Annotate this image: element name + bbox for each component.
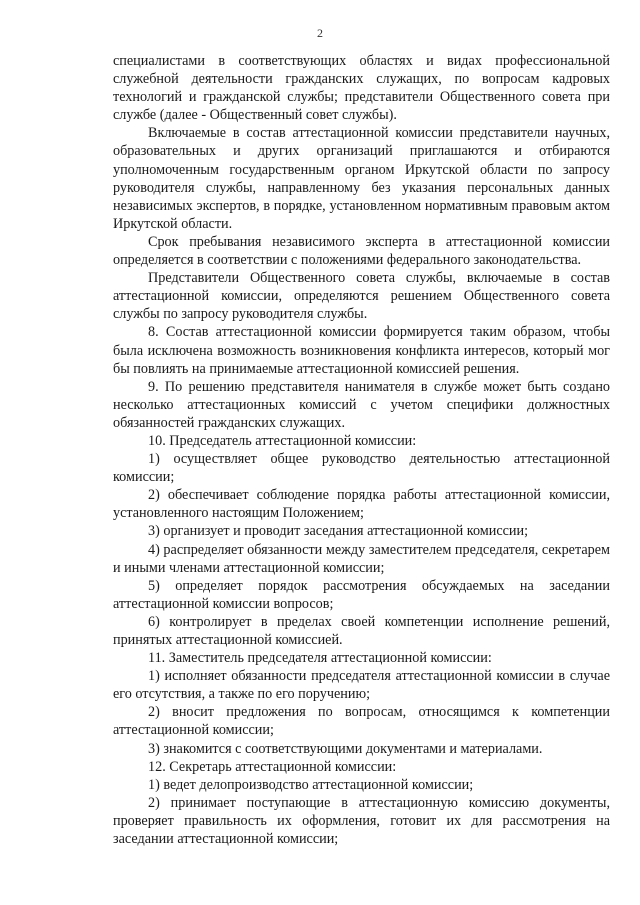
paragraph-public-council: Представители Общественного совета службы, включаемые в состав аттестационной комиссии, определяются решением Общественного совета службы по запросу руководителя службы. [113, 270, 610, 323]
paragraph-invited-representatives: Включаемые в состав аттестационной комиссии представители научных, образовательных и других организаций приглашаются и отбираются уполномоченным государственным органом Иркутской области по запросу руководителя службы, направленному без указания персональных данных независимых экспертов, в порядке, установленном нормативным правовым актом Иркутской области. [113, 125, 610, 232]
paragraph-item-10-2: 2) обеспечивает соблюдение порядка работы аттестационной комиссии, установленного настоящим Положением; [113, 487, 610, 522]
paragraph-item-10-5: 5) определяет порядок рассмотрения обсуждаемых на заседании аттестационной комиссии вопросов; [113, 577, 610, 612]
paragraph-item-12-heading: 12. Секретарь аттестационной комиссии: [148, 758, 397, 775]
paragraph-item-10-heading: 10. Председатель аттестационной комиссии: [148, 432, 417, 449]
paragraph-item-12-2: 2) принимает поступающие в аттестационную комиссию документы, проверяет правильность их оформления, готовит их для рассмотрения на заседании аттестационной комиссии; [113, 794, 610, 848]
paragraph-item-10-1: 1) осуществляет общее руководство деятельностью аттестационной комиссии; [113, 451, 610, 486]
paragraph-item-11-2: 2) вносит предложения по вопросам, относящимся к компетенции аттестационной комиссии; [113, 704, 610, 739]
paragraph-item-9: 9. По решению представителя нанимателя в службе может быть создано несколько аттестационных комиссий с учетом специфики должностных обязанностей гражданских служащих. [113, 378, 610, 431]
paragraph-experts-continued: специалистами в соответствующих областях и видах профессиональной служебной деятельности гражданских служащих, по вопросам кадровых технологий и гражданской службы; представители Общественного совета при службе (далее - Общественный совет службы). [113, 53, 610, 124]
paragraph-item-8: 8. Состав аттестационной комиссии формируется таким образом, чтобы была исключена возможность возникновения конфликта интересов, который мог бы повлиять на принимаемые аттестационной комиссией решения. [113, 324, 610, 377]
paragraph-item-11-1: 1) исполняет обязанности председателя аттестационной комиссии в случае его отсутствия, а также по его поручению; [113, 668, 610, 703]
paragraph-item-11-3: 3) знакомится с соответствующими документами и материалами. [148, 740, 543, 757]
document-body [113, 52, 610, 848]
paragraph-item-11-heading: 11. Заместитель председателя аттестационной комиссии: [148, 650, 492, 667]
paragraph-item-10-3: 3) организует и проводит заседания аттестационной комиссии; [148, 523, 529, 540]
page-number: 2 [317, 26, 323, 40]
paragraph-item-10-4: 4) распределяет обязанности между заместителем председателя, секретарем и иными членами аттестационной комиссии; [113, 541, 610, 576]
paragraph-expert-term: Срок пребывания независимого эксперта в аттестационной комиссии определяется в соответствии с положениями федерального законодательства. [113, 233, 610, 269]
paragraph-item-10-6: 6) контролирует в пределах своей компетенции исполнение решений, принятых аттестационной комиссией. [113, 613, 610, 648]
paragraph-item-12-1: 1) ведет делопроизводство аттестационной комиссии; [148, 776, 474, 793]
